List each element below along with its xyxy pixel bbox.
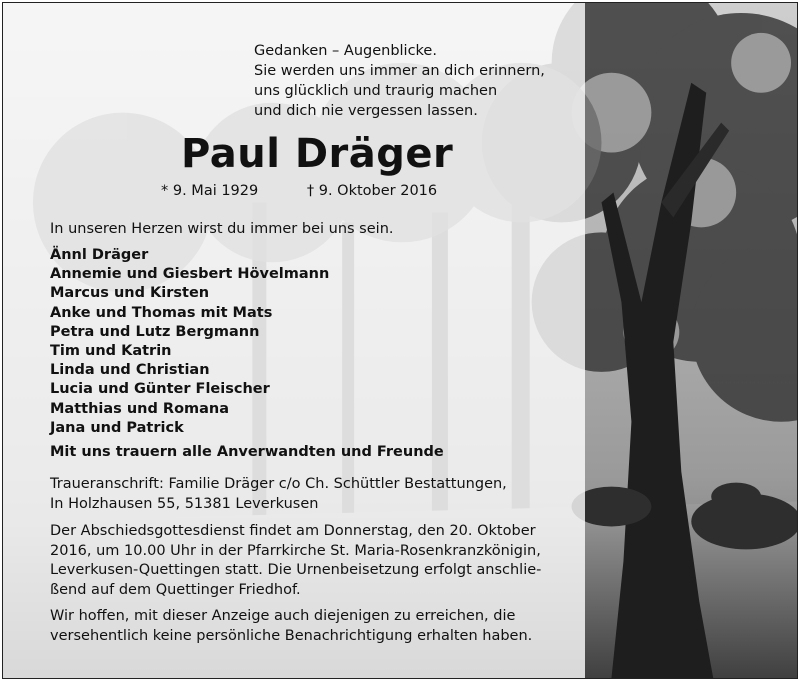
mourner: Tim und Katrin	[50, 343, 172, 360]
mourner: Petra und Lutz Bergmann	[50, 323, 260, 340]
closing-line: Mit uns trauern alle Anverwandten und Freunde	[50, 444, 444, 460]
death-date: † 9. Oktober 2016	[306, 183, 438, 199]
poem-line: uns glücklich und traurig machen	[254, 83, 498, 99]
mourners-list	[50, 246, 329, 438]
mourner: Linda und Christian	[50, 362, 210, 379]
notice-line: versehentlich keine persönliche Benachrichtigung erhalten haben.	[50, 627, 533, 644]
poem-line: und dich nie vergessen lassen.	[254, 103, 478, 119]
service-line: Leverkusen-Quettingen statt. Die Urnenbeisetzung erfolgt anschlie-	[50, 562, 542, 578]
mourner: Ännl Dräger	[50, 247, 149, 263]
address-line: In Holzhausen 55, 51381 Leverkusen	[50, 495, 319, 512]
service-line: Der Abschiedsgottesdienst findet am Donnerstag, den 20. Oktober	[50, 523, 536, 539]
service-paragraph	[50, 522, 570, 600]
intro-text: In unseren Herzen wirst du immer bei uns sein.	[50, 221, 394, 237]
poem-line: Sie werden uns immer an dich erinnern,	[254, 63, 545, 79]
poem-line: Gedanken – Augenblicke.	[254, 43, 437, 59]
deceased-name: Paul Dräger	[181, 131, 454, 177]
obituary-text	[3, 3, 585, 678]
mourner: Marcus und Kirsten	[50, 285, 210, 302]
mourner: Lucia und Günter Fleischer	[50, 381, 270, 398]
notice-paragraph	[50, 607, 570, 646]
address-line: Traueranschrift: Familie Dräger c/o Ch. Schüttler Bestattungen,	[50, 476, 507, 492]
mourner: Jana und Patrick	[50, 419, 184, 436]
mourner: Anke und Thomas mit Mats	[50, 304, 273, 321]
service-line: 2016, um 10.00 Uhr in der Pfarrkirche St. Maria-Rosenkranzkönigin,	[50, 542, 541, 559]
mourner: Matthias und Romana	[50, 400, 230, 417]
life-dates	[161, 183, 437, 199]
mourner: Annemie und Giesbert Hövelmann	[50, 266, 330, 283]
notice-line: Wir hoffen, mit dieser Anzeige auch diejenigen zu erreichen, die	[50, 608, 516, 624]
service-line: ßend auf dem Quettinger Friedhof.	[50, 581, 301, 598]
obituary-card	[2, 2, 798, 679]
address-paragraph	[50, 475, 570, 514]
birth-date: * 9. Mai 1929	[161, 183, 259, 199]
poem	[254, 41, 545, 121]
